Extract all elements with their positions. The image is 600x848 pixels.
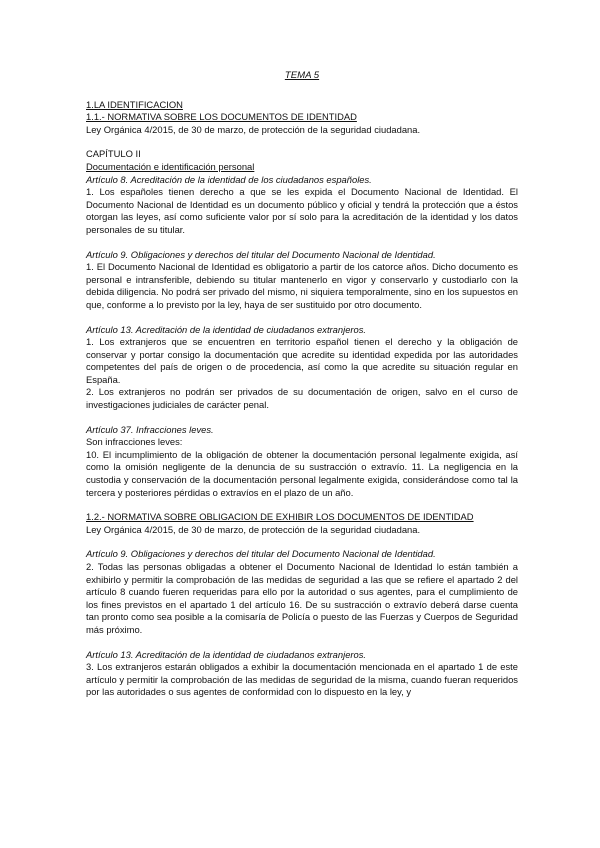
doc-title: TEMA 5: [284, 70, 320, 81]
subsection-heading: 1.1.- NORMATIVA SOBRE LOS DOCUMENTOS DE IDENTIDAD: [86, 111, 357, 123]
chapter-subtitle: Documentación e identificación personal: [86, 160, 255, 172]
article-title: Artículo 13. Acreditación de la identidad de ciudadanos extranjeros.: [86, 323, 367, 335]
subsection-heading: 1.2.- NORMATIVA SOBRE OBLIGACION DE EXHIBIR LOS DOCUMENTOS DE IDENTIDAD: [86, 511, 474, 523]
article-text: 2. Todas las personas obligadas a obtener el Documento Nacional de Identidad lo están también a exhibirlo y permitir la comprobación de las medidas de seguridad a las que se refiere el apartado 2 del artículo 8 cuando fueren requeridas para ello por la autoridad o sus agentes, para el cumplimiento de los fines previstos en el apartado 1 del artículo 16. De su sustracción o extravío deberá darse cuenta tan pronto como sea posible a la comisaría de Policía o puesto de las Fuerzas y Cuerpos de Seguridad más próximo.: [86, 561, 518, 635]
article-text: 1. El Documento Nacional de Identidad es obligatorio a partir de los catorce años. Dicho documento es personal e intransferible, debiendo su titular mantenerlo en vigor y conservarlo y custodiarlo con la debida diligencia. No podrá ser privado del mismo, ni siquiera temporalmente, sino en los supuestos en que, conforme a lo previsto por la ley, haya de ser sustituido por otro documento.: [86, 261, 518, 310]
article-title: Artículo 8. Acreditación de la identidad de los ciudadanos españoles.: [86, 173, 372, 185]
article-text: 3. Los extranjeros estarán obligados a exhibir la documentación mencionada en el apartado 1 de este artículo y permitir la comprobación de las medidas de seguridad de la misma, cuando fueran requeridos por las autoridades o sus agentes de conformidad con lo dispuesto en la ley, y: [86, 661, 518, 698]
article-title: Artículo 37. Infracciones leves.: [86, 423, 214, 435]
article-text: 10. El incumplimiento de la obligación de obtener la documentación personal legalmente exigida, así como la omisión negligente de la denuncia de su sustracción o extravío. 11. La negligencia en la custodia y conservación de la documentación personal legalmente exigida, considerándose como tal la tercera y posteriores pérdidas o extravíos en el plazo de un año.: [86, 448, 518, 498]
chapter-heading: CAPÍTULO II: [86, 148, 141, 160]
article-title: Artículo 9. Obligaciones y derechos del titular del Documento Nacional de Identidad.: [86, 248, 436, 260]
law-reference: Ley Orgánica 4/2015, de 30 de marzo, de protección de la seguridad ciudadana.: [86, 123, 421, 135]
article-intro: Son infracciones leves:: [86, 436, 183, 448]
article-title: Artículo 13. Acreditación de la identidad de ciudadanos extranjeros.: [86, 648, 367, 660]
section-heading: 1.LA IDENTIFICACION: [86, 98, 183, 110]
law-reference: Ley Orgánica 4/2015, de 30 de marzo, de protección de la seguridad ciudadana.: [86, 523, 421, 535]
article-text: 1. Los españoles tienen derecho a que se les expida el Documento Nacional de Identidad. El Documento Nacional de Identidad es un documento público y oficial y tendrá la protección que a éstos otorgan las leyes, así como suficiente valor por sí solo para la acreditación de la identidad y los datos personales de su titular.: [86, 186, 518, 235]
article-title: Artículo 9. Obligaciones y derechos del titular del Documento Nacional de Identidad.: [86, 548, 436, 560]
article-text: 2. Los extranjeros no podrán ser privados de su documentación de origen, salvo en el curso de investigaciones judiciales de carácter penal.: [86, 386, 518, 411]
article-text: 1. Los extranjeros que se encuentren en territorio español tienen el derecho y la obligación de conservar y portar consigo la documentación que acredite su identidad expedida por las autoridades competentes del país de origen o de procedencia, así como la que acredite su situación regular en España.: [86, 336, 518, 385]
